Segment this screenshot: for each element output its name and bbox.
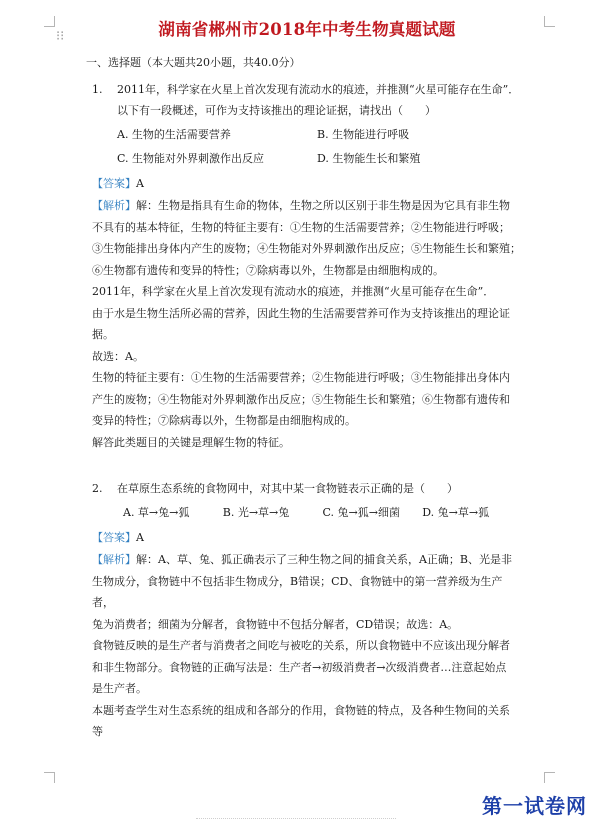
question-1-option-d: D. 生物能生长和繁殖 bbox=[317, 152, 421, 165]
exam-paper bbox=[86, 19, 522, 743]
question-2-option-d: D. 兔→草→狐 bbox=[422, 506, 490, 519]
paragraph-line: 本题考查学生对生态系统的组成和各部分的作用，食物链的特点，及各种生物间的关系 bbox=[92, 703, 510, 717]
question-1-stem-line2: 以下有一段概述，可作为支持该推出的理论证据，请找出（ ） bbox=[117, 104, 436, 117]
answer-value: A bbox=[136, 177, 144, 190]
paragraph-line: 生物的特征主要有：①生物的生活需要营养；②生物能进行呼吸；③生物能排出身体内 bbox=[92, 371, 510, 384]
question-1-analysis bbox=[92, 195, 522, 281]
question-2-extra bbox=[92, 635, 522, 743]
paragraph-line: 食物链反映的是生产者与消费者之间吃与被吃的关系，所以食物链中不应该出现分解者 bbox=[92, 639, 510, 652]
question-1-stem-second bbox=[92, 100, 522, 121]
paragraph-line: 等 bbox=[92, 725, 103, 738]
paragraph-line: 变异的特性；⑦除病毒以外，生物都是由细胞构成的。 bbox=[92, 414, 356, 427]
analysis-line: 生物成分，食物链中不包括非生物成分，B错误；CD、食物链中的第一营养级为生产者， bbox=[92, 574, 503, 609]
analysis-line: 兔为消费者；细菌为分解者，食物链中不包括分解者，CD错误；故选：A。 bbox=[92, 617, 459, 631]
page-corner-mark-bottom-right bbox=[544, 772, 555, 783]
section-heading: 一、选择题（本大题共20小题，共40.0分） bbox=[86, 56, 301, 69]
paragraph-line: 产生的废物；④生物能对外界刺激作出反应；⑤生物能生长和繁殖；⑥生物都有遗传和 bbox=[92, 392, 510, 406]
site-watermark-logo: 第一试卷网 bbox=[482, 794, 587, 818]
question-2-option-a: A. 草→兔→狐 bbox=[123, 506, 190, 519]
question-1-option-a: A. 生物的生活需要营养 bbox=[117, 128, 231, 141]
question-2-option-c: C. 兔→狐→细菌 bbox=[322, 506, 400, 519]
analysis-line: 不具有的基本特征，生物的特征主要有：①生物的生活需要营养；②生物能进行呼吸； bbox=[92, 220, 510, 234]
question-2-number: 2. bbox=[92, 482, 103, 495]
paragraph-line: 和非生物部分。食物链的正确写法是：生产者→初级消费者→次级消费者…注意起始点 bbox=[92, 660, 507, 674]
analysis-tag: 【解析】 bbox=[92, 553, 136, 566]
question-1 bbox=[92, 79, 522, 453]
question-2-stem-line1: 在草原生态系统的食物网中，对其中某一食物链表示正确的是（ ） bbox=[117, 482, 458, 495]
page-corner-mark-bottom-left bbox=[44, 772, 55, 783]
paragraph-line: 据。 bbox=[92, 328, 114, 341]
analysis-line: 解：生物是指具有生命的物体，生物之所以区别于非生物是因为它具有非生物 bbox=[136, 199, 510, 212]
analysis-line: 解：A、草、兔、狐正确表示了三种生物之间的捕食关系，A正确；B、光是非 bbox=[136, 553, 512, 566]
answer-tag: 【答案】 bbox=[92, 531, 136, 544]
answer-value: A bbox=[136, 531, 144, 544]
question-1-answer bbox=[92, 173, 522, 195]
paragraph-line: 解答此类题目的关键是理解生物的特征。 bbox=[92, 435, 290, 449]
question-2 bbox=[92, 478, 522, 743]
question-2-analysis bbox=[92, 549, 522, 635]
question-1-stem bbox=[92, 79, 522, 100]
analysis-tag: 【解析】 bbox=[92, 199, 136, 212]
question-2-answer bbox=[92, 527, 522, 549]
question-1-option-b: B. 生物能进行呼吸 bbox=[317, 128, 410, 141]
answer-tag: 【答案】 bbox=[92, 177, 136, 190]
analysis-line: ⑥生物都有遗传和变异的特性；⑦除病毒以外，生物都是由细胞构成的。 bbox=[92, 263, 444, 277]
paragraph-line: 故选：A。 bbox=[92, 349, 144, 363]
question-2-stem bbox=[92, 478, 522, 499]
question-2-options bbox=[117, 501, 522, 525]
question-1-extra bbox=[92, 281, 522, 453]
paragraph-line: 2011年，科学家在火星上首次发现有流动水的痕迹，并推测“火星可能存在生命”． bbox=[92, 285, 495, 298]
question-1-option-c: C. 生物能对外界刺激作出反应 bbox=[117, 152, 265, 165]
page-corner-mark-top-left bbox=[44, 16, 55, 27]
question-1-options bbox=[117, 123, 522, 171]
question-1-stem-line1: 2011年，科学家在火星上首次发现有流动水的痕迹，并推测“火星可能存在生命”． bbox=[117, 83, 520, 96]
question-1-number: 1. bbox=[92, 83, 103, 96]
analysis-line: ③生物能排出身体内产生的废物；④生物能对外界刺激作出反应；⑤生物能生长和繁殖； bbox=[92, 242, 521, 255]
question-2-option-b: B. 光→草→兔 bbox=[222, 506, 290, 519]
page-corner-mark-top-right bbox=[544, 16, 555, 27]
paragraph-line: 由于水是生物生活所必需的营养，因此生物的生活需要营养可作为支持该推出的理论证 bbox=[92, 306, 510, 320]
footer-divider bbox=[196, 818, 396, 827]
page-title: 湖南省郴州市2018年中考生物真题试题 bbox=[158, 20, 456, 39]
drag-handle-icon[interactable]: ⁝⁝ bbox=[56, 29, 65, 44]
paragraph-line: 是生产者。 bbox=[92, 682, 147, 695]
